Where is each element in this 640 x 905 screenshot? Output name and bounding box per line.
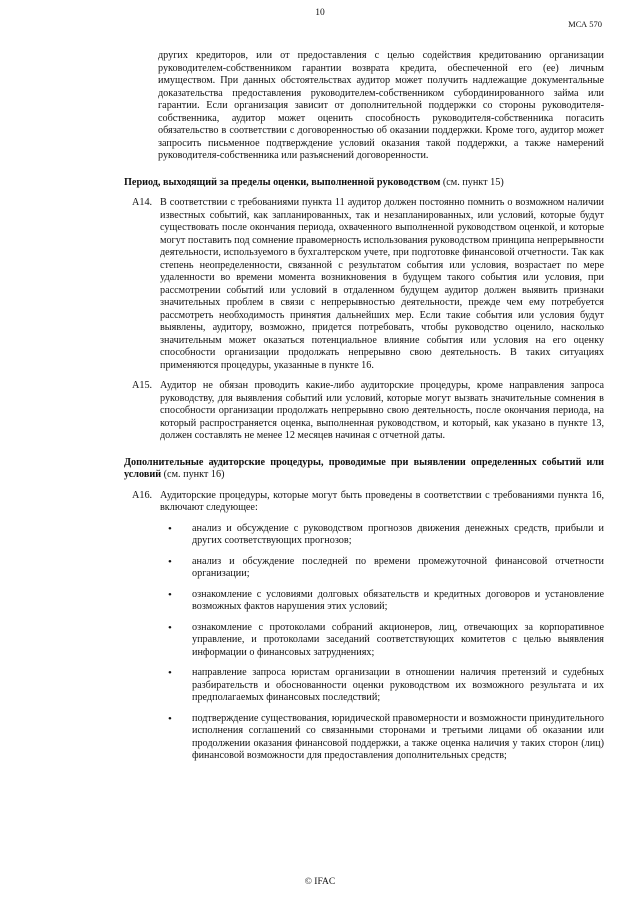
paragraph-text: В соответствии с требованиями пункта 11 аудитор должен постоянно помнить о возможном наличии известных событий, как запланированных, так и незапланированных, или условий, которые будут существовать после окончания периода, охваченного выполненной руководством оценкой, и которые могут поставить под сомнение правомерность использования руководством принципа непрерывности деятельности, используемого в бухгалтерском учете, при подготовке финансовой отчетности. Так как степень неопределенности, связанной с результатом события или условия, возрастает по мере удаленности во времени момента возникновения в будущем такого события или условия, при рассмотрении событий или условий в отдаленном будущем аудитор должен выявить признаки значительных проблем в связи с непрерывностью деятельности, прежде чем ему потребуется рассмотреть необходимость принятия дальнейших мер. Если такие события или условия будут выявлены, аудитору, возможно, придется потребовать, чтобы руководство оценило, насколько значительным может оказаться потенциальное влияние события или условия на его оценку способности организации продолжать непрерывно свою деятельность. В таких ситуациях применяются процедуры, указанные в пункте 16. (160, 197, 604, 371)
paragraph-a15 (124, 380, 604, 443)
continued-paragraph: других кредиторов, или от предоставления с целью содействия кредитованию организации руководителем-собственником гарантии возврата кредита, обеспеченной его (ее) личным имуществом. При данных обстоятельствах аудитор может получить надлежащие документальные доказательства предоставления руководителем-собственником субординированного займа или гарантии. Если организация зависит от дополнительной поддержки со стороны руководителя-собственника, аудитор может оценить способность руководителя-собственника погасить обязательство в соответствии с договоренностью об оказании поддержки. Кроме того, аудитор может запросить письменное подтверждение условий оказания такой поддержки, а также намерений руководителя-собственника или разъяснений договоренности. (158, 50, 604, 161)
procedure-list (124, 523, 604, 763)
section-heading-title: Дополнительные аудиторские процедуры, проводимые при выявлении определенных событий или условий (124, 456, 604, 480)
page-number: 10 (315, 8, 325, 18)
paragraph-a16 (124, 490, 604, 515)
list-item (168, 667, 604, 705)
standard-code: МСА 570 (568, 19, 602, 29)
section-heading-ref: (см. пункт 15) (442, 176, 504, 188)
bullet-icon: • (168, 621, 172, 634)
section-heading-ref: (см. пункт 16) (163, 469, 225, 480)
bullet-icon: • (168, 712, 172, 725)
list-item (168, 589, 604, 614)
section-heading-title: Период, выходящий за пределы оценки, выполненной руководством (124, 176, 441, 188)
section-heading-procedures (124, 457, 604, 482)
list-item-text: ознакомление с условиями долговых обязательств и кредитных договоров и установление возможных фактов нарушения этих условий; (192, 588, 604, 612)
list-item-text: ознакомление с протоколами собраний акционеров, лиц, отвечающих за корпоративное управление, и протоколами заседаний соответствующих комитетов с целью выявления информации о финансовых затруднениях; (192, 621, 604, 658)
list-item-text: анализ и обсуждение с руководством прогнозов движения денежных средств, прибыли и других соответствующих прогнозов; (192, 522, 604, 546)
list-item-text: анализ и обсуждение последней по времени промежуточной финансовой отчетности организации; (192, 555, 604, 579)
bullet-icon: • (168, 522, 172, 535)
list-item (168, 523, 604, 548)
list-item-text: направление запроса юристам организации в отношении наличия претензий и судебных разбирательств и обоснованности оценки руководством их возможного результата и их предполагаемых финансовых последствий; (192, 667, 604, 703)
paragraph-a14 (124, 197, 604, 372)
list-item (168, 713, 604, 763)
paragraph-number: A15. (132, 380, 153, 391)
paragraph-number: A14. (132, 197, 153, 208)
list-item (168, 622, 604, 660)
paragraph-text: Аудитор не обязан проводить какие-либо аудиторские процедуры, кроме направления запроса руководству, для выявления событий или условий, которые могут вызвать значительные сомнения в способности организации продолжать непрерывно свою деятельность, после окончания периода, на который распространяется оценка, выполненная руководством, и который, как указано в пункте 13, должен составлять не менее 12 месяцев начиная с отчетной даты. (160, 380, 604, 441)
paragraph-text: Аудиторские процедуры, которые могут быть проведены в соответствии с требованиями пункта 16, включают следующее: (160, 489, 604, 513)
bullet-icon: • (168, 588, 172, 601)
list-item-text: подтверждение существования, юридической правомерности и возможности принудительного исполнения соглашений со связанными сторонами и третьими лицами об оказании или продолжении оказания финансовой поддержки, а также оценка наличия у таких сторон (лиц) финансовой возможности для предоставления дополнительных средств; (192, 712, 604, 761)
document-body (124, 50, 604, 771)
bullet-icon: • (168, 555, 172, 568)
footer-copyright: © IFAC (304, 877, 336, 887)
list-item (168, 556, 604, 581)
section-heading-period (124, 177, 604, 190)
paragraph-number: A16. (132, 489, 153, 501)
bullet-icon: • (168, 667, 172, 679)
